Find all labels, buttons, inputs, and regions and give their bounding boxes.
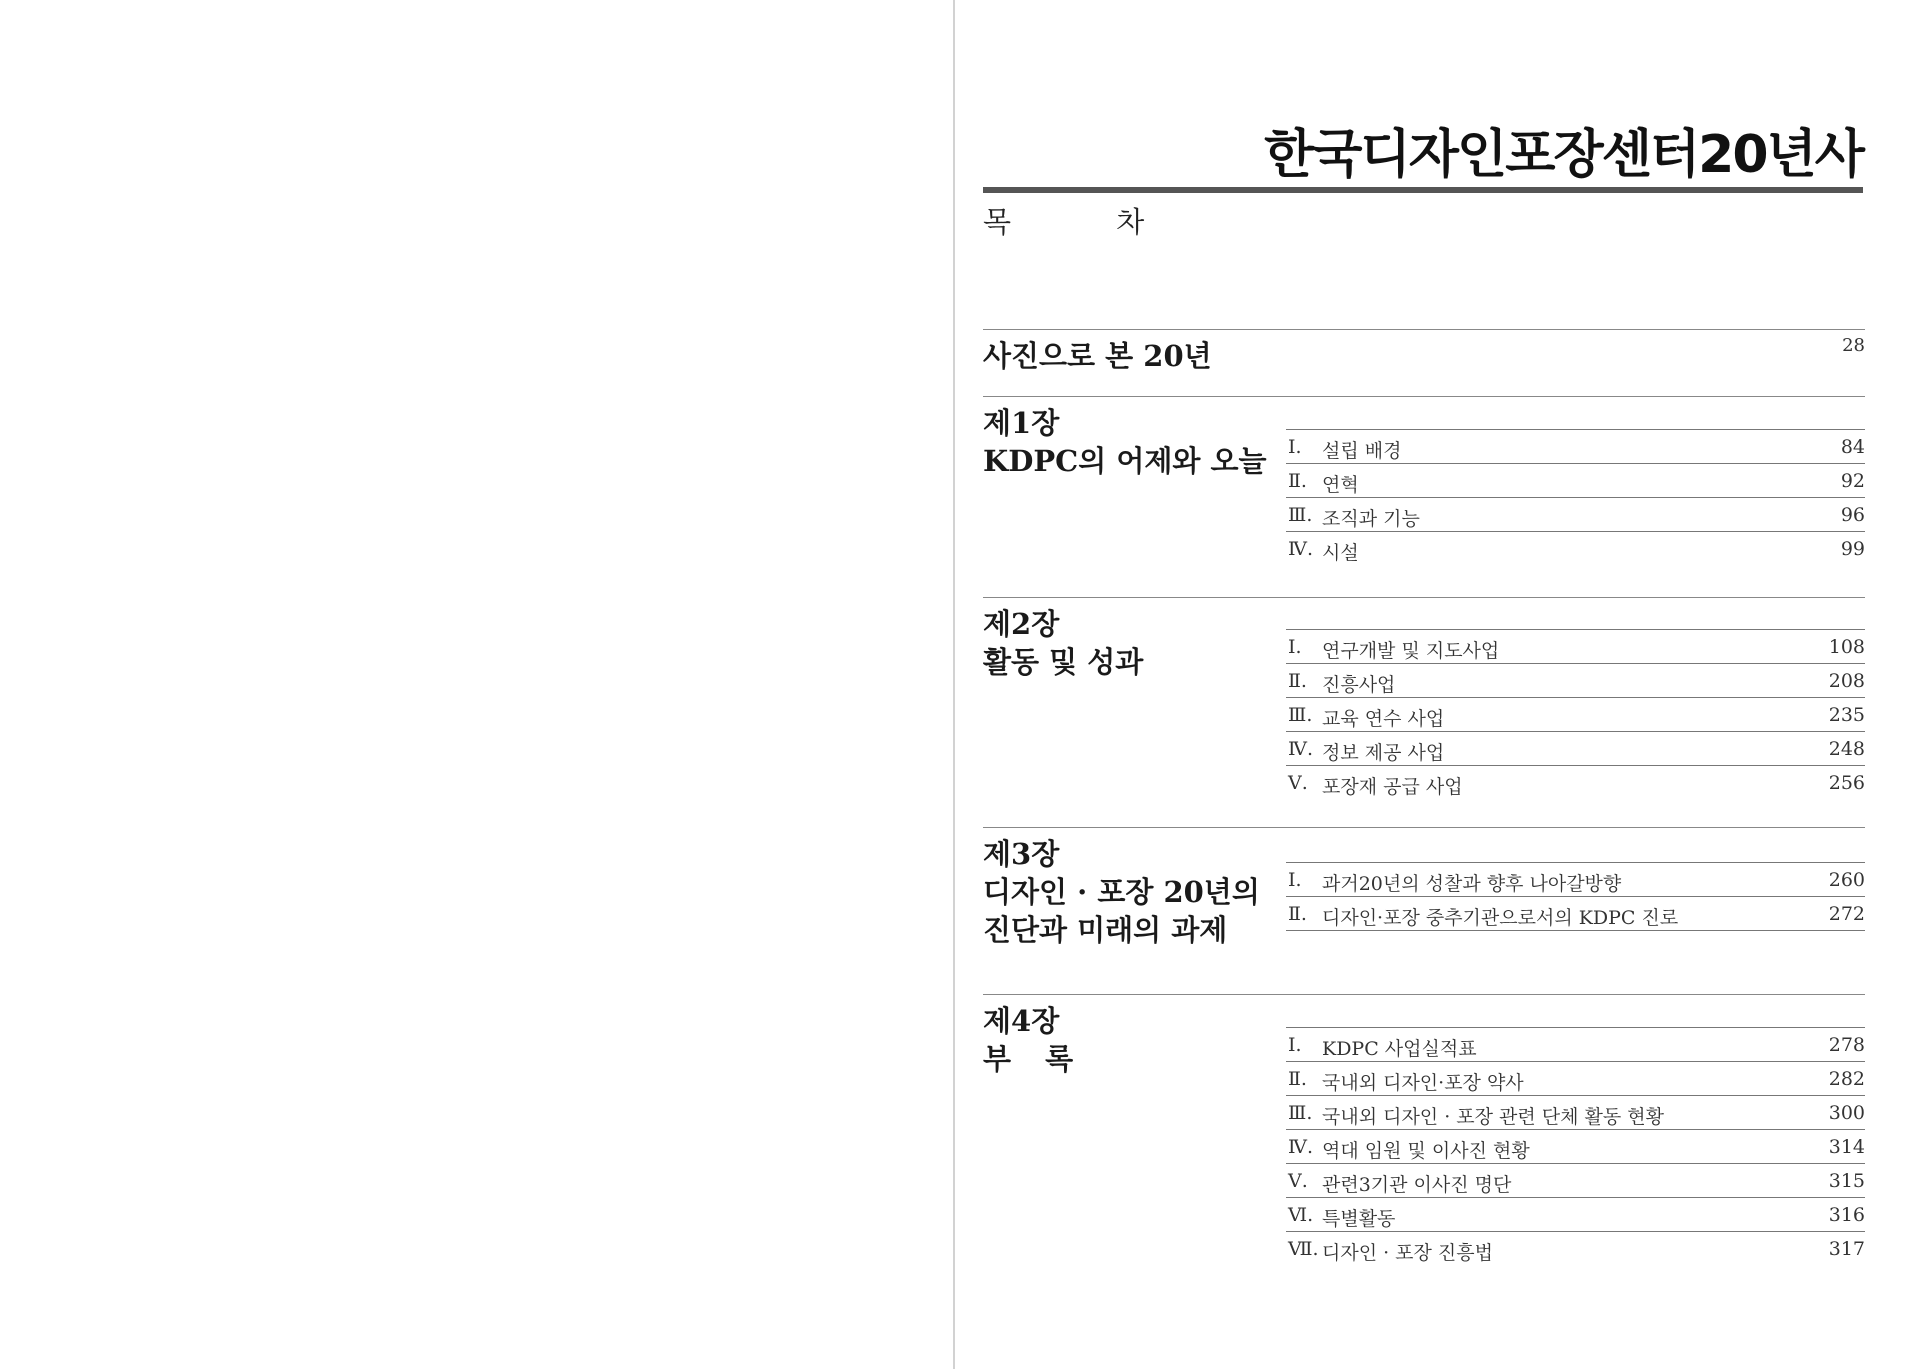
toc-item[interactable] <box>1286 463 1865 497</box>
item-title: 조직과 기능 <box>1322 508 1420 530</box>
page-number: 300 <box>1828 1102 1865 1124</box>
page-number: 99 <box>1840 538 1865 560</box>
chapter-title-line2: 진단과 미래의 과제 <box>983 913 1228 947</box>
roman-numeral: Ⅳ. <box>1288 1136 1314 1158</box>
page-number: 272 <box>1828 903 1865 925</box>
chapter-items <box>1286 629 1865 799</box>
chapter-number: 제4장 <box>983 1004 1060 1038</box>
roman-numeral: Ⅰ. <box>1288 1034 1302 1056</box>
toc-heading: 목 차 <box>983 205 1193 239</box>
page-number: 314 <box>1828 1136 1865 1158</box>
chapter-title: 활동 및 성과 <box>983 645 1144 679</box>
roman-numeral: Ⅵ. <box>1288 1204 1314 1226</box>
item-title: 디자인·포장 중추기관으로서의 KDPC 진로 <box>1322 907 1679 929</box>
roman-numeral: Ⅰ. <box>1288 869 1302 891</box>
item-title: 특별활동 <box>1322 1208 1396 1230</box>
toc-item[interactable] <box>1286 1027 1865 1061</box>
roman-numeral: Ⅱ. <box>1288 670 1307 692</box>
page-number: 282 <box>1828 1068 1865 1090</box>
chapter-title: 디자인 · 포장 20년의 <box>983 875 1260 909</box>
toc-item[interactable] <box>1286 629 1865 663</box>
page-number: 235 <box>1828 704 1865 726</box>
toc-item[interactable] <box>1286 1129 1865 1163</box>
chapter-number: 제3장 <box>983 837 1060 871</box>
chapter-items <box>1286 862 1865 931</box>
toc-item[interactable] <box>1286 1061 1865 1095</box>
roman-numeral: Ⅲ. <box>1288 1102 1313 1124</box>
toc-section-photos[interactable] <box>983 329 1865 389</box>
roman-numeral: Ⅱ. <box>1288 1068 1307 1090</box>
toc-item[interactable] <box>1286 697 1865 731</box>
chapter-number: 제2장 <box>983 607 1060 641</box>
chapter-items <box>1286 429 1865 565</box>
item-title: 관련3기관 이사진 명단 <box>1322 1174 1512 1196</box>
chapter-label <box>983 1002 1085 1078</box>
section-rule <box>983 329 1865 330</box>
page-number: 317 <box>1828 1238 1865 1260</box>
toc-chapter-1 <box>983 396 1865 566</box>
page-number: 278 <box>1828 1034 1865 1056</box>
toc-item[interactable] <box>1286 497 1865 531</box>
toc-item[interactable] <box>1286 1095 1865 1129</box>
toc-page <box>955 0 1914 1369</box>
roman-numeral: Ⅰ. <box>1288 436 1302 458</box>
item-title: 진흥사업 <box>1322 674 1396 696</box>
toc-item[interactable] <box>1286 531 1865 565</box>
roman-numeral: Ⅳ. <box>1288 738 1314 760</box>
roman-numeral: Ⅲ. <box>1288 504 1313 526</box>
chapter-title: 부 록 <box>983 1042 1086 1076</box>
item-title: 국내외 디자인·포장 약사 <box>1322 1072 1524 1094</box>
left-blank-page <box>0 0 954 1369</box>
chapter-label <box>983 404 1267 480</box>
roman-numeral: Ⅲ. <box>1288 704 1313 726</box>
section-label-line: 사진으로 본 20년 <box>983 339 1212 373</box>
chapter-items <box>1286 1027 1865 1265</box>
page-number: 248 <box>1828 738 1865 760</box>
page-number: 28 <box>1842 335 1865 356</box>
toc-chapter-2 <box>983 597 1865 802</box>
roman-numeral: Ⅴ. <box>1288 772 1308 794</box>
section-rule <box>983 827 1865 828</box>
toc-chapter-4 <box>983 994 1865 1269</box>
section-label <box>983 337 1212 375</box>
item-title: 연구개발 및 지도사업 <box>1322 640 1500 662</box>
page-number: 208 <box>1828 670 1865 692</box>
item-title: 교육 연수 사업 <box>1322 708 1445 730</box>
item-title: 역대 임원 및 이사진 현황 <box>1322 1140 1530 1162</box>
section-rule <box>983 994 1865 995</box>
chapter-label <box>983 835 1260 949</box>
toc-item[interactable] <box>1286 862 1865 896</box>
section-rule <box>983 597 1865 598</box>
title-rule <box>983 187 1863 193</box>
section-rule <box>983 396 1865 397</box>
item-title: KDPC 사업실적표 <box>1322 1038 1477 1060</box>
toc-item[interactable] <box>1286 663 1865 697</box>
roman-numeral: Ⅴ. <box>1288 1170 1308 1192</box>
page-number: 256 <box>1828 772 1865 794</box>
toc-item[interactable] <box>1286 1231 1865 1265</box>
roman-numeral: Ⅳ. <box>1288 538 1314 560</box>
toc-item[interactable] <box>1286 731 1865 765</box>
items-end-rule <box>1286 930 1865 931</box>
roman-numeral: Ⅰ. <box>1288 636 1302 658</box>
chapter-number: 제1장 <box>983 406 1060 440</box>
page-number: 96 <box>1840 504 1865 526</box>
toc-chapter-3 <box>983 827 1865 962</box>
page-number: 108 <box>1828 636 1865 658</box>
page-number: 260 <box>1828 869 1865 891</box>
item-title: 과거20년의 성찰과 향후 나아갈방향 <box>1322 873 1622 895</box>
item-title: 국내외 디자인 · 포장 관련 단체 활동 현황 <box>1322 1106 1664 1128</box>
toc-item[interactable] <box>1286 896 1865 930</box>
book-title: 한국디자인포장센터20년사 <box>1264 125 1863 185</box>
chapter-label <box>983 605 1143 681</box>
item-title: 포장재 공급 사업 <box>1322 776 1463 798</box>
toc-item[interactable] <box>1286 1163 1865 1197</box>
item-title: 시설 <box>1322 542 1359 564</box>
chapter-title: KDPC의 어제와 오늘 <box>983 444 1267 478</box>
page-number: 315 <box>1828 1170 1865 1192</box>
item-title: 연혁 <box>1322 474 1359 496</box>
roman-numeral: Ⅱ. <box>1288 903 1307 925</box>
item-title: 디자인 · 포장 진흥법 <box>1322 1242 1493 1264</box>
roman-numeral: Ⅱ. <box>1288 470 1307 492</box>
toc-item[interactable] <box>1286 765 1865 799</box>
item-title: 정보 제공 사업 <box>1322 742 1445 764</box>
toc-item[interactable] <box>1286 429 1865 463</box>
page-number: 84 <box>1840 436 1865 458</box>
roman-numeral: Ⅶ. <box>1288 1238 1319 1260</box>
page-number: 92 <box>1840 470 1865 492</box>
page-number: 316 <box>1828 1204 1865 1226</box>
toc-item[interactable] <box>1286 1197 1865 1231</box>
item-title: 설립 배경 <box>1322 440 1402 462</box>
